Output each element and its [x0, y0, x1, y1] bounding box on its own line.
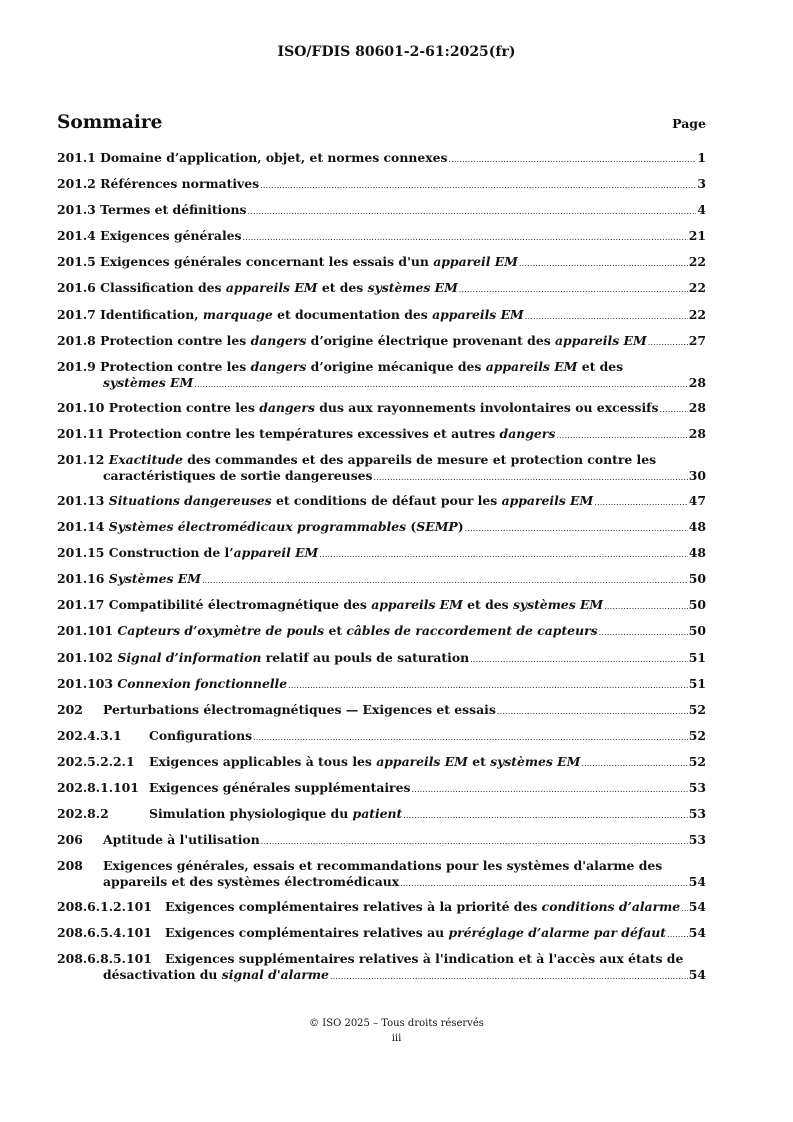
toc-entry-page: 48: [688, 545, 706, 561]
toc-entry-number: 201.103: [57, 675, 114, 691]
toc-entry-number: 208.6.5.4.101: [57, 925, 152, 941]
toc-entry-title: Exigences applicables à tous les appareils EM et systèmes EM: [149, 753, 581, 769]
toc-entry-title: Systèmes EM: [108, 571, 201, 587]
toc-entry-201-101[interactable]: [57, 623, 706, 641]
toc-entry-page: 52: [688, 753, 706, 769]
leader-dots: [261, 834, 688, 850]
leader-dots: [594, 495, 688, 511]
leader-dots: [497, 704, 688, 720]
toc-entry-208-6-1-2-101[interactable]: [57, 899, 706, 917]
toc-entry-page: 50: [688, 597, 706, 613]
toc-entry-number: 206: [57, 832, 83, 848]
toc-entry-number: 201.17: [57, 597, 105, 613]
toc-entry-number: 201.9: [57, 358, 96, 374]
table-of-contents: [57, 150, 706, 992]
leader-dots: [659, 402, 687, 418]
leader-dots: [448, 152, 696, 168]
leader-dots: [288, 678, 688, 694]
page-column-label: Page: [672, 116, 706, 131]
copyright-notice: © ISO 2025 – Tous droits réservés: [309, 1018, 484, 1029]
toc-entry-201-2[interactable]: [57, 176, 706, 194]
toc-entry-title: Protection contre les dangers d’origine électrique provenant des appareils EM: [100, 332, 647, 348]
toc-entry-title: Exigences complémentaires relatives au préréglage d’alarme par défaut: [165, 925, 666, 941]
toc-entry-title: Configurations: [149, 727, 253, 743]
leader-dots: [202, 573, 688, 589]
toc-entry-title: Situations dangereuses et conditions de défaut pour les appareils EM: [108, 492, 594, 508]
toc-entry-202-4-3-1[interactable]: [57, 728, 706, 746]
toc-entry-title: Exigences générales: [100, 228, 242, 244]
leader-dots: [519, 256, 688, 272]
toc-entry-208-6-8-5-101[interactable]: [57, 951, 706, 985]
toc-entry-title: Références normatives: [100, 176, 260, 192]
toc-entry-page: 53: [688, 832, 706, 848]
toc-entry-title-continued: désactivation du signal d'alarme: [103, 967, 329, 983]
toc-entry-number: 201.15: [57, 545, 105, 561]
toc-entry-title: Compatibilité électromagnétique des appareils EM et des systèmes EM: [108, 597, 604, 613]
toc-entry-number: 201.10: [57, 399, 105, 415]
toc-entry-202-8-1-101[interactable]: [57, 780, 706, 798]
toc-entry-title: Protection contre les températures excessives et autres dangers: [108, 425, 556, 441]
toc-entry-page: 3: [697, 176, 706, 192]
toc-entry-201-13[interactable]: [57, 493, 706, 511]
toc-entry-title: Signal d’information relatif au pouls de saturation: [117, 649, 470, 665]
toc-entry-number: 202: [57, 701, 83, 717]
toc-entry-number: 208: [57, 858, 83, 874]
toc-entry-page: 28: [688, 425, 706, 441]
leader-dots: [581, 756, 687, 772]
toc-entry-number: 201.5: [57, 254, 96, 270]
leader-dots: [470, 652, 688, 668]
toc-entry-page: 53: [688, 779, 706, 795]
page-footer: [0, 1016, 793, 1046]
toc-entry-number: 201.3: [57, 202, 96, 218]
toc-entry-206[interactable]: [57, 832, 706, 850]
toc-entry-page: 22: [688, 254, 706, 270]
toc-entry-title: Exigences supplémentaires relatives à l'indication et à l'accès aux états de: [165, 951, 684, 967]
toc-entry-title: Capteurs d’oxymètre de pouls et câbles de raccordement de capteurs: [117, 623, 598, 639]
toc-entry-201-103[interactable]: [57, 676, 706, 694]
toc-entry-title: Protection contre les dangers d’origine mécanique des appareils EM et des: [100, 358, 624, 374]
toc-entry-page: 53: [688, 806, 706, 822]
toc-entry-page: 4: [697, 202, 706, 218]
toc-entry-title: Exigences générales supplémentaires: [149, 779, 411, 795]
toc-entry-page: 28: [688, 374, 706, 390]
leader-dots: [243, 230, 688, 246]
toc-entry-page: 54: [688, 899, 706, 915]
toc-entry-title: Aptitude à l'utilisation: [103, 832, 260, 848]
toc-entry-number: 201.101: [57, 623, 114, 639]
toc-entry-number: 208.6.1.2.101: [57, 899, 152, 915]
toc-entry-number: 201.11: [57, 425, 105, 441]
toc-entry-208[interactable]: [57, 858, 706, 892]
toc-entry-number: 201.7: [57, 306, 96, 322]
toc-entry-201-4[interactable]: [57, 228, 706, 246]
toc-entry-201-12[interactable]: [57, 452, 706, 486]
toc-entry-page: 51: [688, 675, 706, 691]
toc-entry-number: 208.6.8.5.101: [57, 951, 152, 967]
toc-entry-title: Identification, marquage et documentation des appareils EM: [100, 306, 524, 322]
toc-entry-number: 202.8.2: [57, 806, 109, 822]
toc-entry-201-15[interactable]: [57, 545, 706, 563]
toc-entry-page: 54: [688, 874, 706, 890]
leader-dots: [604, 599, 688, 615]
toc-entry-title: Exigences générales concernant les essais d'un appareil EM: [100, 254, 518, 270]
leader-dots: [667, 927, 688, 943]
toc-entry-title: Exigences complémentaires relatives à la priorité des conditions d’alarme: [165, 899, 681, 915]
leader-dots: [403, 808, 687, 824]
toc-entry-page: 50: [688, 571, 706, 587]
toc-entry-202-5-2-2-1[interactable]: [57, 754, 706, 772]
toc-entry-201-14[interactable]: [57, 519, 706, 537]
toc-entry-number: 201.13: [57, 492, 105, 508]
toc-entry-number: 202.8.1.101: [57, 779, 139, 795]
leader-dots: [248, 204, 697, 220]
toc-entry-number: 202.5.2.2.1: [57, 753, 135, 769]
toc-entry-number: 201.14: [57, 519, 105, 535]
toc-entry-202[interactable]: [57, 702, 706, 720]
toc-entry-page: 28: [688, 399, 706, 415]
toc-title: Sommaire: [57, 112, 163, 133]
leader-dots: [374, 470, 688, 486]
toc-entry-number: 202.4.3.1: [57, 727, 122, 743]
toc-entry-page: 27: [688, 332, 706, 348]
leader-dots: [411, 782, 687, 798]
toc-entry-number: 201.102: [57, 649, 114, 665]
toc-entry-title: Domaine d’application, objet, et normes connexes: [100, 150, 448, 165]
toc-entry-number: 201.8: [57, 332, 96, 348]
toc-entry-201-11[interactable]: [57, 426, 706, 444]
leader-dots: [194, 377, 688, 393]
toc-entry-201-17[interactable]: [57, 597, 706, 615]
toc-entry-201-1[interactable]: [57, 150, 706, 168]
toc-entry-201-8[interactable]: [57, 333, 706, 351]
toc-entry-title-continued: appareils et des systèmes électromédicaux: [103, 874, 400, 890]
leader-dots: [400, 876, 688, 892]
toc-entry-201-16[interactable]: [57, 571, 706, 589]
toc-title-row: [57, 112, 706, 133]
toc-entry-page: 48: [688, 519, 706, 535]
toc-entry-title: Systèmes électromédicaux programmables (SEMP): [108, 519, 464, 535]
leader-dots: [319, 547, 687, 563]
toc-entry-page: 22: [688, 306, 706, 322]
toc-entry-page: 50: [688, 623, 706, 639]
toc-entry-201-5[interactable]: [57, 254, 706, 272]
toc-entry-number: 201.4: [57, 228, 96, 244]
leader-dots: [599, 625, 688, 641]
toc-entry-title: Perturbations électromagnétiques — Exigences et essais: [103, 701, 496, 717]
toc-entry-page: 47: [688, 492, 706, 508]
leader-dots: [260, 178, 696, 194]
leader-dots: [330, 969, 688, 985]
toc-entry-number: 201.1: [57, 150, 96, 165]
toc-entry-title: Simulation physiologique du patient: [149, 806, 403, 822]
toc-entry-201-102[interactable]: [57, 650, 706, 668]
leader-dots: [681, 901, 688, 917]
toc-entry-201-3[interactable]: [57, 202, 706, 220]
toc-entry-201-7[interactable]: [57, 307, 706, 325]
toc-entry-201-6[interactable]: [57, 280, 706, 298]
leader-dots: [459, 282, 688, 298]
toc-entry-title: Termes et définitions: [100, 202, 247, 218]
leader-dots: [465, 521, 688, 537]
leader-dots: [648, 335, 688, 351]
leader-dots: [525, 309, 688, 325]
toc-entry-201-10[interactable]: [57, 400, 706, 418]
toc-entry-page: 51: [688, 649, 706, 665]
document-header: ISO/FDIS 80601-2-61:2025(fr): [277, 44, 516, 60]
page-number: iii: [391, 1033, 402, 1044]
toc-entry-page: 54: [688, 967, 706, 983]
toc-entry-page: 54: [688, 925, 706, 941]
toc-entry-title-continued: systèmes EM: [103, 374, 194, 390]
toc-entry-number: 201.6: [57, 280, 96, 296]
toc-entry-title: Construction de l’appareil EM: [108, 545, 319, 561]
toc-entry-page: 52: [688, 727, 706, 743]
toc-entry-title: Connexion fonctionnelle: [117, 675, 288, 691]
toc-entry-201-9[interactable]: [57, 359, 706, 393]
toc-entry-title: Exigences générales, essais et recommandations pour les systèmes d'alarme des: [103, 858, 663, 874]
toc-entry-page: 21: [688, 228, 706, 244]
toc-entry-title: Protection contre les dangers dus aux rayonnements involontaires ou excessifs: [108, 399, 659, 415]
toc-entry-title: Classification des appareils EM et des systèmes EM: [100, 280, 458, 296]
toc-entry-208-6-5-4-101[interactable]: [57, 925, 706, 943]
toc-entry-number: 201.16: [57, 571, 105, 587]
leader-dots: [556, 428, 687, 444]
toc-entry-number: 201.12: [57, 451, 105, 467]
leader-dots: [253, 730, 688, 746]
toc-entry-page: 1: [697, 150, 706, 165]
toc-entry-title: Exactitude des commandes et des appareils de mesure et protection contre les: [108, 451, 657, 467]
toc-entry-title-continued: caractéristiques de sortie dangereuses: [103, 467, 373, 483]
toc-entry-page: 22: [688, 280, 706, 296]
toc-entry-page: 52: [688, 701, 706, 717]
toc-entry-page: 30: [688, 467, 706, 483]
toc-entry-number: 201.2: [57, 176, 96, 192]
toc-entry-202-8-2[interactable]: [57, 806, 706, 824]
